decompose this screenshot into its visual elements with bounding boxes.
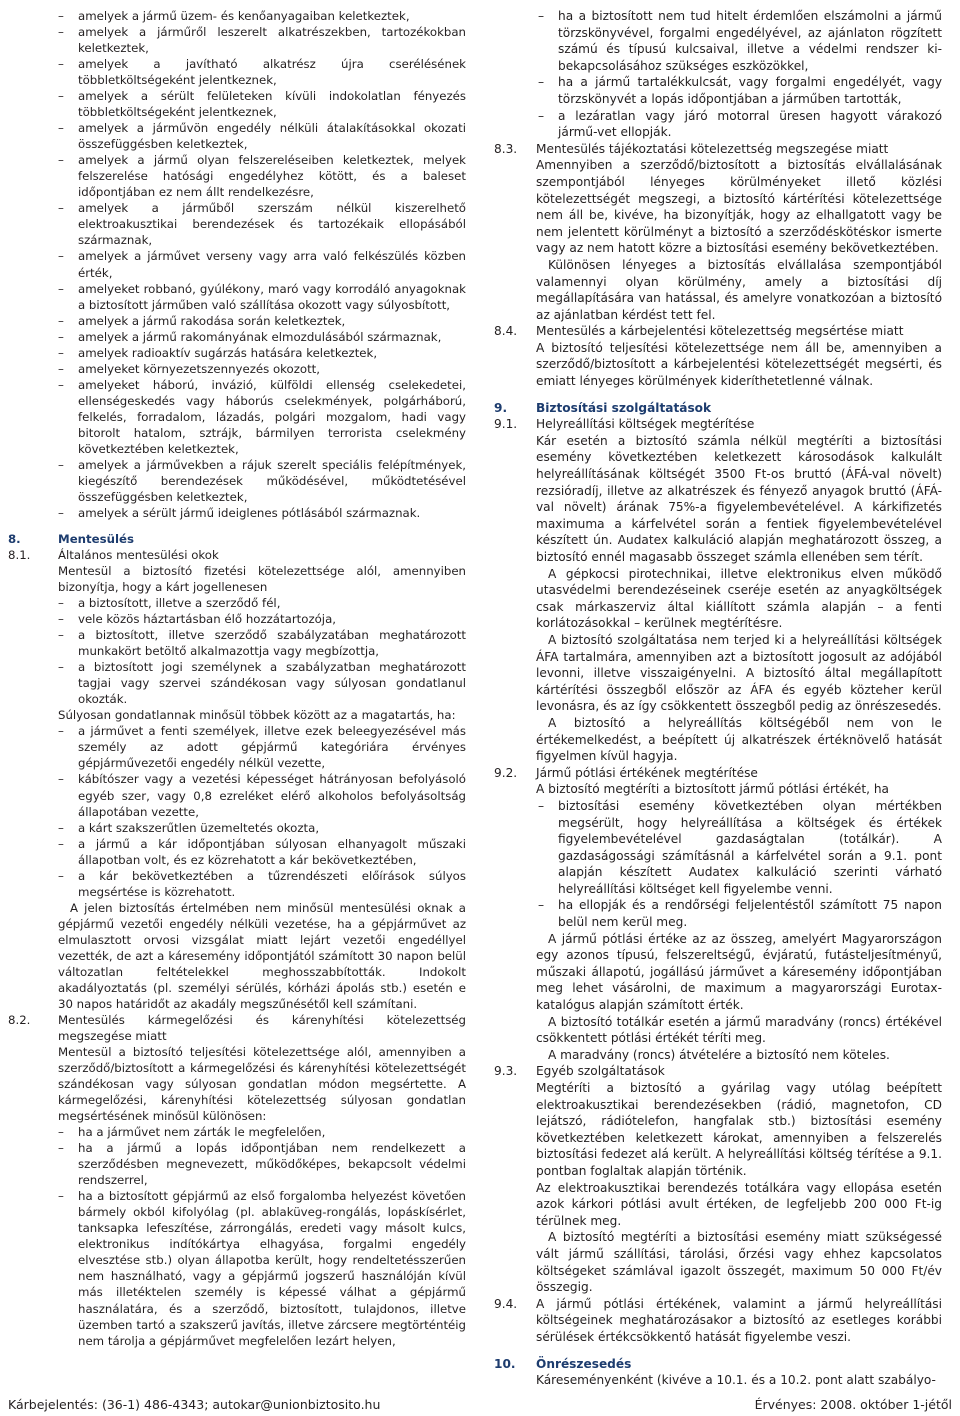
list-item: – amelyeket környezetszennyezés okozott, bbox=[8, 361, 466, 377]
section-9-heading bbox=[494, 400, 942, 417]
list-item: – a jármű a kár időpontjában súlyosan elhanyagolt műszaki állapotban volt, és ez közrehatott a kár bekövetkeztében, bbox=[8, 836, 466, 868]
list-item: – ha a biztosított nem tud hitelt érdemlően elszámolni a jármű törzskönyvével, forgalmi engedélyével, az ajánlaton rögzített számú és típusú kulcsaival, illetve a védelmi rendszer ki-bekapcsolásához szükséges eszközökkel, bbox=[494, 8, 942, 74]
section-number: 8.2. bbox=[8, 1012, 31, 1027]
section-title: Biztosítási szolgáltatások bbox=[536, 400, 712, 415]
paragraph: Mentesül a biztosító teljesítési kötelezettsége alól, amennyiben a szerződő/biztosított a kármegelőzési és kárenyhítési kötelezettségét szándékosan vagy súlyosan gondatlan módon megsértette. A kármegelőzési, kárenyhítési kötelezettség súlyosan gondatlan megsértésének minősül különösen: bbox=[58, 1045, 466, 1124]
list-item: – amelyek a járművekben a rájuk szerelt speciális felépítmények, kiegészítő berendezések működésével, működtetésével összefüggésben keletkeztek, bbox=[8, 457, 466, 505]
paragraph: A jármű pótlási értéke az az összeg, amelyért Magyarországon egy azonos típusú, felszereltségű, évjáratú, futásteljesítményű, műszaki állapotú, jogállású járművet a káresemény időpontjában meg lehet vásárolni, de maximum a magyarországi Eurotax-katalógus alapján számított érték. bbox=[536, 931, 942, 1013]
section-text: A jármű pótlási értékének, valamint a jármű helyreállítási költségeinek meghatározásakor a biztosító az esetleges korábbi sérülések értékcsökkentő hatását figyelembe veszi. bbox=[536, 1296, 942, 1344]
section-8-1-heading bbox=[8, 547, 466, 563]
section-title: Önrészesedés bbox=[536, 1356, 632, 1371]
paragraph: Súlyosan gondatlannak minősül többek között az a magatartás, ha: bbox=[58, 708, 456, 723]
list-item: – ha ellopják és a rendőrségi feljelentéstől számított 75 napon belül nem kerül meg. bbox=[494, 897, 942, 930]
paragraph: Megtéríti a biztosító a gyárilag vagy utólag beépített elektroakusztikai berendezésekben (rádió, magnetofon, CD lejátszó, rádiótelefon, hangfalak stb.) biztosítási esemény következtében keletkezett károkat, amennyiben a felszerelés biztosítási fedezet alá került. A helyreállítási költség térítése a 9.1. pontban foglaltak alapján történik. bbox=[536, 1081, 942, 1178]
footer-validity: Érvényes: 2008. október 1-jétől bbox=[754, 1397, 952, 1412]
list-item: – biztosítási esemény következtében olyan mértékben megsérült, hogy helyreállítása a költségek és értékek figyelembevételével gazdaságtalan (totálkár). A gazdaságossági számításnál a kárfelvétel során a 9.1. pont alapján készített Audatex kalkuláció szerinti várható helyreállítási költséget kell figyelembe venni. bbox=[494, 798, 942, 898]
section-number: 8.3. bbox=[494, 141, 518, 156]
list-item: – amelyek a jármű olyan felszereléseiben keletkeztek, melyek felszerelése hatósági engedélyhez kötött, és a baleset időpontjában ez nem állt rendelkezésre, bbox=[8, 152, 466, 200]
list-item: – amelyek a sérült felületeken kívüli indokolatlan fényezés többletköltségeként jelentkeznek, bbox=[8, 88, 466, 120]
list-item: – ha a jármű tartalékkulcsát, vagy forgalmi engedélyét, vagy törzskönyvét a lopás időpontjában a járműben tartották, bbox=[494, 74, 942, 107]
list-item: – amelyek a sérült jármű ideiglenes pótlásából származnak. bbox=[8, 505, 466, 521]
paragraph: Mentesül a biztosító fizetési kötelezettsége alól, amennyiben bizonyítja, hogy a kárt jogellenesen bbox=[58, 564, 466, 595]
section-9-2-heading bbox=[494, 765, 942, 782]
list-item: – amelyeket robbanó, gyúlékony, maró vagy korrodáló anyagoknak a biztosított járműben való szállítása okozott vagy súlyosbított, bbox=[8, 281, 466, 313]
list-item: – a járművet a fenti személyek, illetve ezek beleegyezésével más személy az adott gépjármű kategóriára érvényes gépjárművezetői engedély nélkül vezette, bbox=[8, 723, 466, 771]
list-item: – a kár bekövetkeztében a tűzrendészeti előírások súlyos megsértése is közrehatott. bbox=[8, 868, 466, 900]
paragraph: Amennyiben a szerződő/biztosított a biztosítás elvállalásának szempontjából lényeges körülményeket illető közlési kötelezettségét megszegi, a biztosító kártérítési kötelezettsége nem áll be, kivéve, ha bizonyítják, hogy az elhallgatott vagy be nem jelentett körülményt a biztosító a szerződéskötéskor ismerte vagy az nem hatott közre a biztosítási esemény bekövetkeztében. bbox=[536, 158, 942, 256]
section-title: Mentesülés kármegelőzési és kárenyhítési kötelezettség megszegése miatt bbox=[58, 1012, 466, 1043]
paragraph: Az elektroakusztikai berendezés totálkára vagy ellopása esetén azok kárkori pótlási avult értéken, de legfeljebb 200 000 Ft-ig térülnek meg. bbox=[536, 1180, 942, 1228]
section-title: Jármű pótlási értékének megtérítése bbox=[536, 765, 758, 780]
list-item: – ha a jármű a lopás időpontjában nem rendelkezett a szerződésben megnevezett, működőképes, bekapcsolt védelmi rendszerrel, bbox=[8, 1140, 466, 1188]
section-9-1-heading bbox=[494, 416, 942, 433]
section-9-4-heading bbox=[494, 1296, 942, 1346]
section-number: 10. bbox=[494, 1356, 516, 1371]
section-number: 8.1. bbox=[8, 548, 31, 563]
left-column bbox=[8, 8, 466, 1349]
section-title: Mentesülés bbox=[58, 532, 134, 546]
list-item: – a kárt szakszerűtlen üzemeltetés okozta, bbox=[8, 820, 466, 836]
section-8-2-heading bbox=[8, 1012, 466, 1044]
section-number: 9. bbox=[494, 400, 508, 415]
section-title: Egyéb szolgáltatások bbox=[536, 1064, 665, 1079]
paragraph: A maradvány (roncs) átvételére a biztosító nem köteles. bbox=[548, 1047, 890, 1062]
list-item: – amelyek radioaktív sugárzás hatására keletkeztek, bbox=[8, 345, 466, 361]
section-8-3-heading bbox=[494, 141, 942, 158]
section-number: 9.4. bbox=[494, 1296, 518, 1311]
section-title: Helyreállítási költségek megtérítése bbox=[536, 417, 755, 432]
list-item: – amelyek a járművet verseny vagy arra való felkészülés közben érték, bbox=[8, 248, 466, 280]
list-item: – a biztosított jogi személynek a szabályzatban meghatározott tagjai vagy szervei szándékosan vagy súlyosan gondatlanul okozták. bbox=[8, 659, 466, 707]
section-10-heading bbox=[494, 1356, 942, 1373]
list-item: – a biztosított, illetve a szerződő fél, bbox=[8, 595, 466, 611]
section-number: 9.1. bbox=[494, 417, 518, 432]
section-number: 8.4. bbox=[494, 324, 518, 339]
paragraph: Kár esetén a biztosító számla nélkül megtéríti a biztosítási esemény következtében keletkezett károsodások kalkulált helyreállításának költségét 3500 Ft-os bruttó (ÁFÁ-val növelt) rezsióradíj, illetve az alkatrészek és fényező anyagok bruttó (ÁFÁ-val növelt) árának 75%-a figyelembevételével. A kárkifizetés maximuma a kárfelvétel során a fentiek figyelembevételével készített ún. Audatex kalkuláció alapján meghatározott összeg, a biztosító ennél magasabb összeget számla ellenében sem térít. bbox=[536, 433, 942, 564]
paragraph: A biztosító totálkár esetén a jármű maradvány (roncs) értékével csökkentett pótlási értékét téríti meg. bbox=[536, 1014, 942, 1046]
list-item: – amelyek a járművön engedély nélküli átalakításokkal okozati összefüggésben keletkeztek, bbox=[8, 120, 466, 152]
list-item: – ha a biztosított gépjármű az első forgalomba helyezést követően bármely okból kifolyólag (pl. ablaküveg-rongálás, lopáskísérlet, tanksapka lefeszítése, zárrongálás, eredeti vagy másolt kulcs, elektronikus indítókártya elhagyása, forgalmi engedély elvesztése stb.) olyan állapotba került, hogy rendeltetésszerűen nem használható, vagy a gépjármű jogszerű használóján kívül más illetéktelen személy is képessé válhat a gépjármű használatára, és a szerződő, biztosított, tulajdonos, illetve üzemben tartó a szakszerű javítás, illetve zárcsere megtörténtéig nem tárolja a gépjárművet megfelelően lezárt helyen, bbox=[8, 1188, 466, 1348]
list-item: – amelyek a jármű rakodása során keletkeztek, bbox=[8, 313, 466, 329]
paragraph: A biztosító megtéríti a biztosítási esemény miatt szükségessé vált jármű szállítási, tárolási, őrzési vagy ehhez kapcsolatos költségeket számlával igazolt összegét, maximum 50 000 Ft/év összegig. bbox=[536, 1230, 942, 1295]
paragraph: A biztosító a helyreállítás költségéből nem von le értékemelkedést, a beépített új alkatrészek értéknövelő hatását figyelmen kívül hagyja. bbox=[536, 715, 942, 764]
section-9-3-heading bbox=[494, 1063, 942, 1080]
section-title: Mentesülés a kárbejelentési kötelezettség megsértése miatt bbox=[536, 324, 904, 339]
paragraph: A biztosító megtéríti a biztosított jármű pótlási értékét, ha bbox=[536, 782, 889, 797]
paragraph: A biztosító szolgáltatása nem terjed ki a helyreállítási költségek ÁFA tartalmára, amennyiben azt a biztosított jogosult az adójából levonni, illetve visszaigényelni. A biztosító által megállapított kártérítési összegből először az ÁFA és egyéb közteher kerül levonásra, és az így csökkentett összegből pedig az önrészesedés. bbox=[536, 632, 942, 714]
section-8-heading bbox=[8, 531, 466, 547]
section-number: 9.2. bbox=[494, 765, 518, 780]
section-number: 9.3. bbox=[494, 1064, 518, 1079]
list-item: – amelyek a javítható alkatrész újra cserélésének többletköltségeként jelentkeznek, bbox=[8, 56, 466, 88]
paragraph: A biztosító teljesítési kötelezettsége nem áll be, amennyiben a szerződő/biztosított a kárbejelentési kötelezettségét megsérti, és emiatt lényeges körülmények kideríthetetlenné válnak. bbox=[536, 340, 942, 389]
section-title: Mentesülés tájékoztatási kötelezettség megszegése miatt bbox=[536, 141, 889, 156]
section-title: Általános mentesülési okok bbox=[58, 548, 219, 563]
paragraph: Káreseményenként (kivéve a 10.1. és a 10.2. pont alatt szabályo- bbox=[536, 1373, 936, 1388]
list-item: – amelyeket háború, invázió, külföldi ellenség cselekedetei, ellenségeskedés vagy háborús cselekmények, polgárháború, felkelés, forradalom, lázadás, polgári mozgalom, hadi vagy bitorolt hatalom, sztrájk, bármilyen terrorista cselekmény következtében keletkeztek, bbox=[8, 377, 466, 457]
right-column bbox=[494, 8, 942, 1389]
list-item: – kábítószer vagy a vezetési képességet hátrányosan befolyásoló egyéb szer, vagy 0,8 ezreléket elérő alkoholos befolyásoltság állapotában vezette, bbox=[8, 771, 466, 819]
section-number: 8. bbox=[8, 532, 21, 546]
list-item: – a biztosított, illetve szerződő szabályzatában meghatározott munkakört betöltő alkalmazottja vagy megbízottja, bbox=[8, 627, 466, 659]
list-item: – amelyek a jármű rakományának elmozdulásából származnak, bbox=[8, 329, 466, 345]
section-8-4-heading bbox=[494, 323, 942, 340]
paragraph: Különösen lényeges a biztosítás elvállalása szempontjából valamennyi olyan körülmény, amely a biztosítási díj megállapítására van hatással, és amelyre vonatkozóan a biztosító az ajánlatban kérdést tett fel. bbox=[536, 257, 942, 322]
paragraph: A gépkocsi pirotechnikai, illetve elektronikus elven működő utasvédelmi berendezéseinek cseréje esetén az anyagköltségek csak márkaszerviz által kiállított számla alapján – a fenti korlátozásokkal – kerülnek megtérítésre. bbox=[536, 566, 942, 631]
list-item: – amelyek a járműről leszerelt alkatrészekben, tartozékokban keletkeztek, bbox=[8, 24, 466, 56]
list-item: – amelyek a jármű üzem- és kenőanyagaiban keletkeztek, bbox=[8, 8, 466, 24]
list-item: – a lezáratlan vagy járó motorral üresen hagyott várakozó jármű-vet ellopják. bbox=[494, 108, 942, 141]
list-item: – amelyek a járműből szerszám nélkül kiszerelhető elektroakusztikai berendezések és tartozékaik ellopásából származnak, bbox=[8, 200, 466, 248]
list-item: – vele közös háztartásban élő hozzátartozója, bbox=[8, 611, 466, 627]
paragraph: A jelen biztosítás értelmében nem minősül mentesülési oknak a gépjármű vezetői engedély nélküli vezetése, ha a gépjárművet az elmulasztott orvosi vizsgálat miatt lejárt vezetői engedéllyel vezették, de azt a káresemény időpontjától számított 30 napon belül változatlan feltételekkel meghosszabbították. Indokolt akadályoztatás (pl. személyi sérülés, kórházi ápolás stb.) esetén e 30 napos határidőt az akadály megszűnésétől kell számítani. bbox=[58, 900, 466, 1011]
footer-contact: Kárbejelentés: (36-1) 486-4343; autokar@unionbiztosito.hu bbox=[8, 1397, 381, 1412]
list-item: – ha a járművet nem zárták le megfelelően, bbox=[8, 1124, 466, 1140]
